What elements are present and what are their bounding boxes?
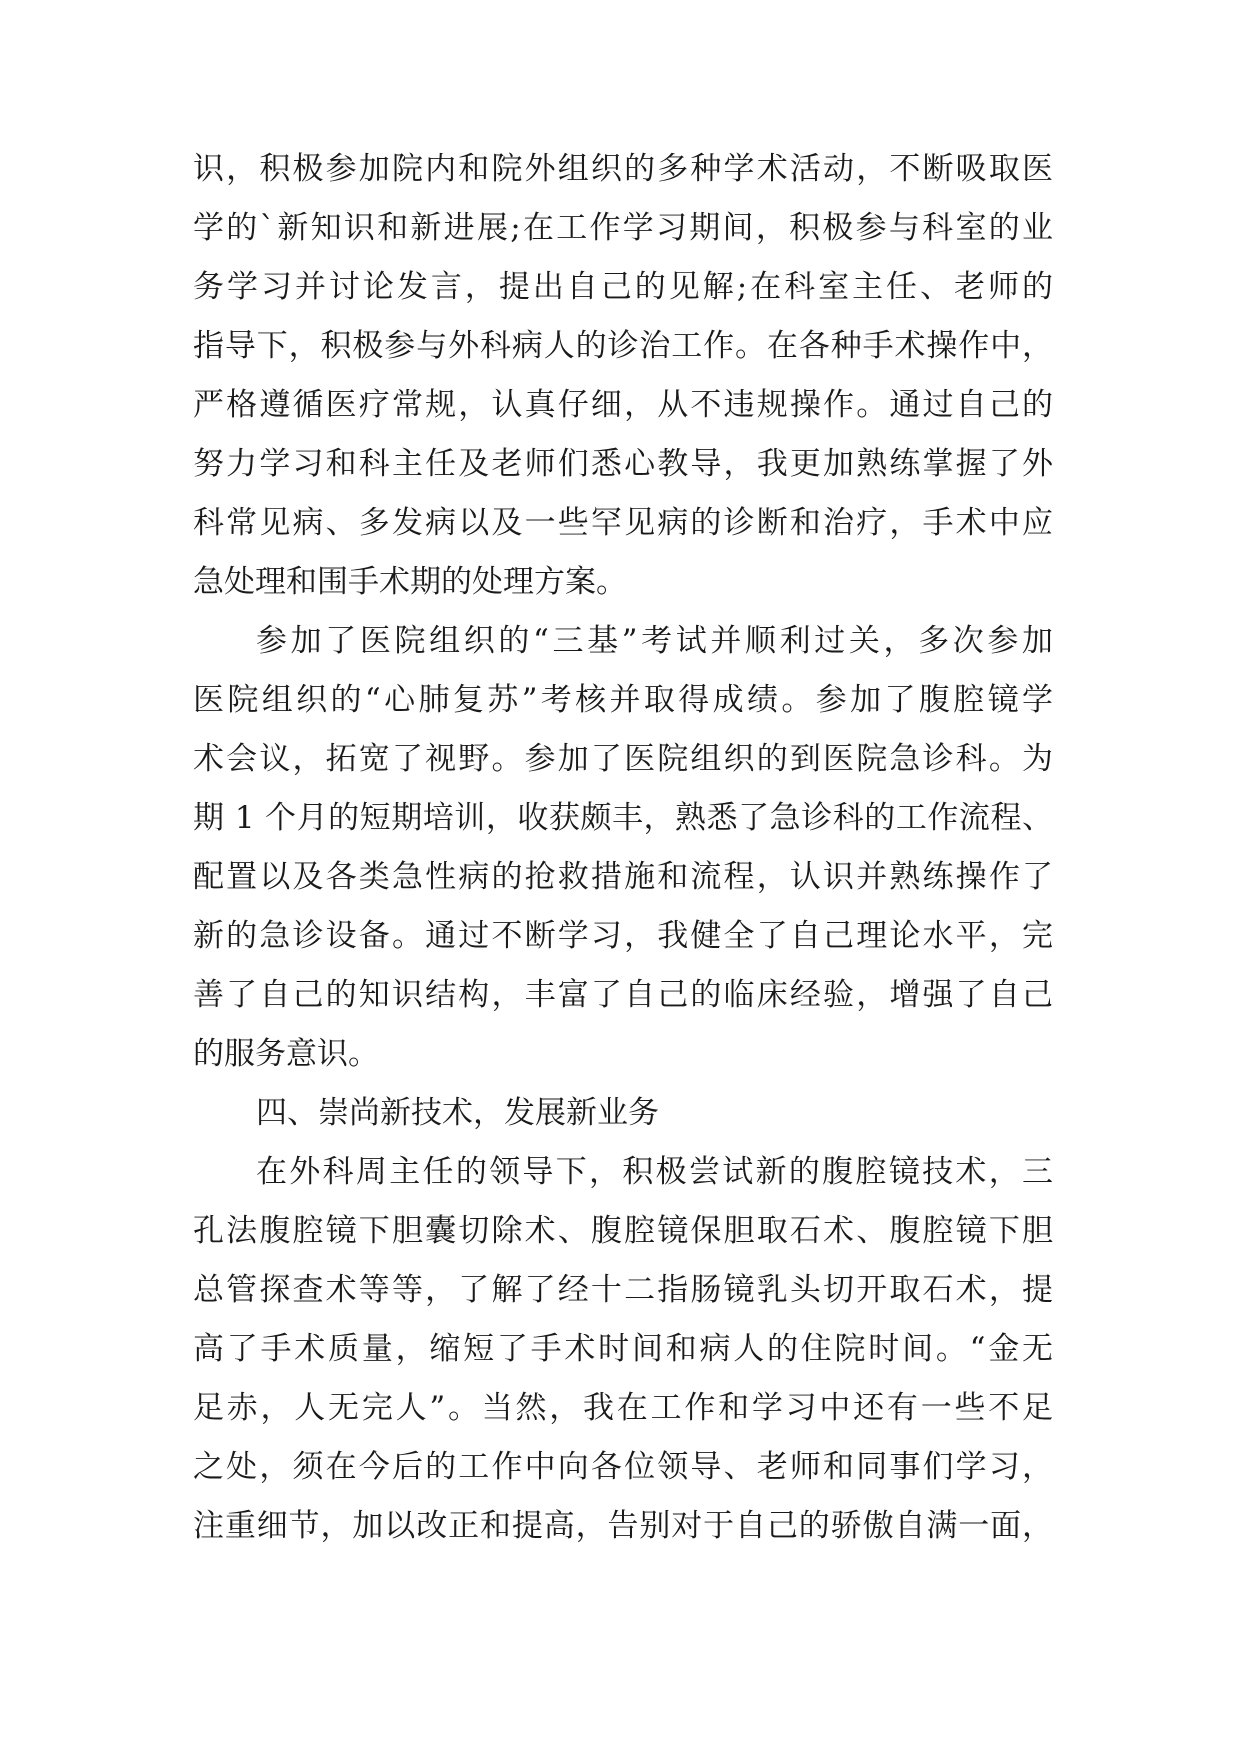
text-line: 努力学习和科主任及老师们悉心教导，我更加熟练掌握了外 (193, 446, 1053, 482)
text-line: 四、崇尚新技术，发展新业务 (256, 1095, 659, 1131)
text-line: 的服务意识。 (193, 1036, 379, 1072)
body-text (193, 140, 1053, 1556)
text-line: 高了手术质量，缩短了手术时间和病人的住院时间。“金无 (193, 1331, 1053, 1367)
text-line: 之处，须在今后的工作中向各位领导、老师和同事们学习， (193, 1449, 1053, 1485)
text-line: 科常见病、多发病以及一些罕见病的诊断和治疗，手术中应 (193, 505, 1053, 541)
text-line: 孔法腹腔镜下胆囊切除术、腹腔镜保胆取石术、腹腔镜下胆 (193, 1213, 1053, 1249)
text-line: 参加了医院组织的“三基”考试并顺利过关，多次参加 (256, 623, 1053, 659)
text-line: 指导下，积极参与外科病人的诊治工作。在各种手术操作中， (193, 328, 1053, 364)
text-line: 新的急诊设备。通过不断学习，我健全了自己理论水平，完 (193, 918, 1053, 954)
text-line: 总管探查术等等，了解了经十二指肠镜乳头切开取石术，提 (193, 1272, 1053, 1308)
text-line: 医院组织的“心肺复苏”考核并取得成绩。参加了腹腔镜学 (193, 682, 1053, 718)
text-line: 善了自己的知识结构，丰富了自己的临床经验，增强了自己 (193, 977, 1053, 1013)
text-line: 术会议，拓宽了视野。参加了医院组织的到医院急诊科。为 (193, 741, 1053, 777)
text-line: 期 1 个月的短期培训，收获颇丰，熟悉了急诊科的工作流程、 (193, 800, 1053, 836)
text-line: 足赤，人无完人”。当然，我在工作和学习中还有一些不足 (193, 1390, 1053, 1426)
text-line: 在外科周主任的领导下，积极尝试新的腹腔镜技术，三 (256, 1154, 1053, 1190)
text-line: 配置以及各类急性病的抢救措施和流程，认识并熟练操作了 (193, 859, 1053, 895)
text-line: 急处理和围手术期的处理方案。 (193, 564, 627, 600)
text-line: 务学习并讨论发言，提出自己的见解;在科室主任、老师的 (193, 269, 1053, 305)
text-line: 严格遵循医疗常规，认真仔细，从不违规操作。通过自己的 (193, 387, 1053, 423)
text-line: 学的`新知识和新进展;在工作学习期间，积极参与科室的业 (193, 210, 1053, 246)
text-line: 识，积极参加院内和院外组织的多种学术活动，不断吸取医 (193, 151, 1053, 187)
text-line: 注重细节，加以改正和提高，告别对于自己的骄傲自满一面， (193, 1508, 1053, 1544)
